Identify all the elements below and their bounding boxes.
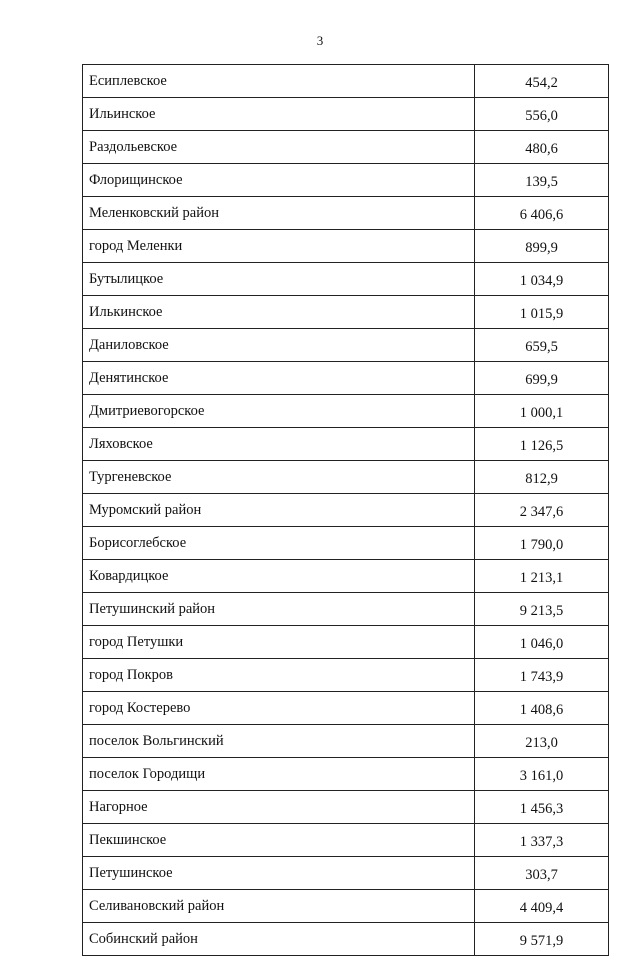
row-value-cell: 1 790,0: [475, 527, 609, 560]
table-row: [83, 494, 609, 527]
table-row: [83, 131, 609, 164]
row-value-cell: 139,5: [475, 164, 609, 197]
table-row: [83, 659, 609, 692]
table-row: [83, 626, 609, 659]
row-value-cell: 1 408,6: [475, 692, 609, 725]
table-row: [83, 527, 609, 560]
table-row: [83, 725, 609, 758]
row-name-cell: Даниловское: [83, 329, 475, 362]
row-value-cell: 9 571,9: [475, 923, 609, 956]
row-value-cell: 3 161,0: [475, 758, 609, 791]
table-row: [83, 329, 609, 362]
row-value-cell: 454,2: [475, 65, 609, 98]
row-name-cell: Муромский район: [83, 494, 475, 527]
row-name-cell: Пекшинское: [83, 824, 475, 857]
row-value-cell: 6 406,6: [475, 197, 609, 230]
row-value-cell: 1 015,9: [475, 296, 609, 329]
row-value-cell: 1 000,1: [475, 395, 609, 428]
table-row: [83, 65, 609, 98]
table-row: [83, 164, 609, 197]
table-row: [83, 362, 609, 395]
table-row: [83, 296, 609, 329]
table-row: [83, 461, 609, 494]
row-name-cell: Флорищинское: [83, 164, 475, 197]
table-row: [83, 560, 609, 593]
table-row: [83, 890, 609, 923]
row-name-cell: Есиплевское: [83, 65, 475, 98]
row-value-cell: 1 126,5: [475, 428, 609, 461]
row-name-cell: Ковардицкое: [83, 560, 475, 593]
data-table: [82, 64, 609, 956]
row-name-cell: Петушинское: [83, 857, 475, 890]
row-name-cell: город Петушки: [83, 626, 475, 659]
row-value-cell: 1 337,3: [475, 824, 609, 857]
table-row: [83, 230, 609, 263]
row-name-cell: Нагорное: [83, 791, 475, 824]
table-row: [83, 428, 609, 461]
row-value-cell: 1 456,3: [475, 791, 609, 824]
table-row: [83, 395, 609, 428]
row-name-cell: поселок Городищи: [83, 758, 475, 791]
row-name-cell: Ильинское: [83, 98, 475, 131]
table-row: [83, 197, 609, 230]
row-name-cell: город Покров: [83, 659, 475, 692]
row-value-cell: 659,5: [475, 329, 609, 362]
page-number: 3: [316, 33, 324, 48]
row-name-cell: Собинский район: [83, 923, 475, 956]
row-value-cell: 4 409,4: [475, 890, 609, 923]
row-name-cell: Илькинское: [83, 296, 475, 329]
row-value-cell: 1 213,1: [475, 560, 609, 593]
table-body: [83, 65, 609, 956]
row-value-cell: 1 034,9: [475, 263, 609, 296]
row-value-cell: 1 046,0: [475, 626, 609, 659]
row-name-cell: Ляховское: [83, 428, 475, 461]
row-name-cell: Борисоглебское: [83, 527, 475, 560]
row-name-cell: Меленковский район: [83, 197, 475, 230]
table-row: [83, 923, 609, 956]
row-name-cell: Петушинский район: [83, 593, 475, 626]
table-row: [83, 692, 609, 725]
row-value-cell: 9 213,5: [475, 593, 609, 626]
table-row: [83, 857, 609, 890]
row-value-cell: 303,7: [475, 857, 609, 890]
table-row: [83, 791, 609, 824]
row-value-cell: 480,6: [475, 131, 609, 164]
row-value-cell: 2 347,6: [475, 494, 609, 527]
row-value-cell: 699,9: [475, 362, 609, 395]
row-value-cell: 1 743,9: [475, 659, 609, 692]
row-name-cell: Тургеневское: [83, 461, 475, 494]
table-row: [83, 758, 609, 791]
row-name-cell: город Костерево: [83, 692, 475, 725]
table-row: [83, 263, 609, 296]
row-value-cell: 899,9: [475, 230, 609, 263]
row-name-cell: город Меленки: [83, 230, 475, 263]
row-name-cell: Дмитриевогорское: [83, 395, 475, 428]
row-value-cell: 812,9: [475, 461, 609, 494]
row-name-cell: поселок Вольгинский: [83, 725, 475, 758]
table-row: [83, 98, 609, 131]
row-name-cell: Бутылицкое: [83, 263, 475, 296]
row-name-cell: Раздольевское: [83, 131, 475, 164]
row-value-cell: 213,0: [475, 725, 609, 758]
row-name-cell: Денятинское: [83, 362, 475, 395]
row-value-cell: 556,0: [475, 98, 609, 131]
row-name-cell: Селивановский район: [83, 890, 475, 923]
table-row: [83, 824, 609, 857]
table-row: [83, 593, 609, 626]
